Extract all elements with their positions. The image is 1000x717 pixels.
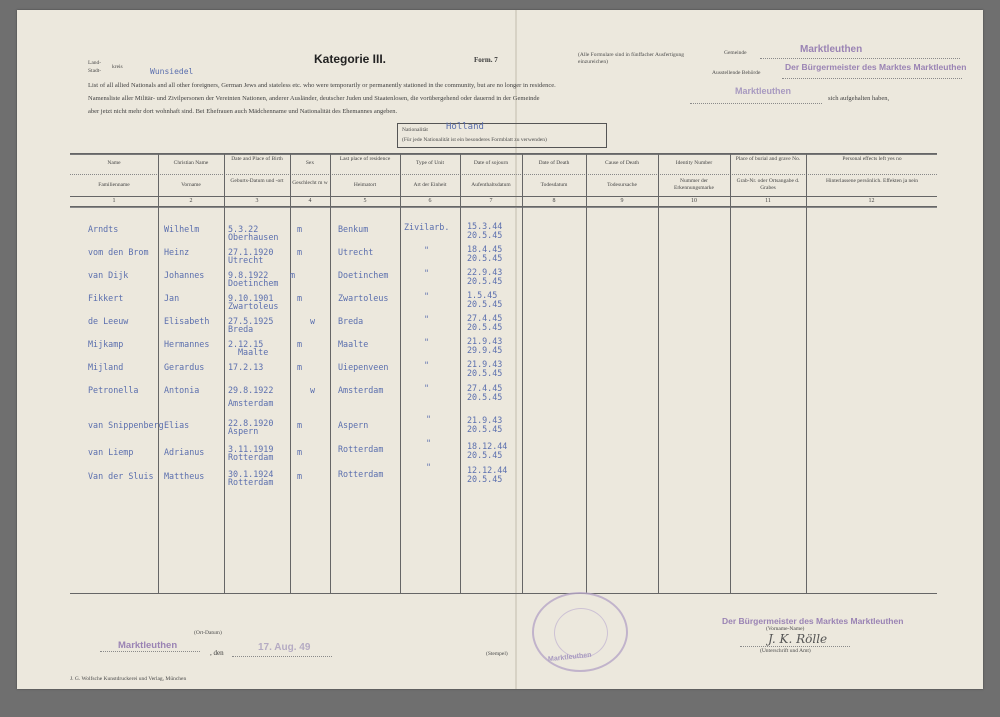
header-residence-de: Heimatort: [353, 182, 377, 188]
cell-date-to: 20.5.45: [467, 230, 503, 240]
cell-date-to: 20.5.45: [467, 392, 503, 402]
form-number: Form. 7: [474, 56, 498, 64]
signature-line: [740, 646, 850, 647]
cell-unit: ": [424, 268, 430, 278]
header-sex-en: Sex: [305, 160, 315, 166]
colno-12: 12: [868, 198, 875, 204]
header-name-de: Familienname: [98, 182, 130, 188]
intro-line-2-end: sich aufgehalten haben,: [828, 95, 890, 102]
header-sojourn-de: Aufenthaltsdatum: [471, 182, 511, 188]
cell-birth-place: Doetinchem: [228, 278, 279, 288]
cell-birth-date: 17.2.13: [228, 362, 264, 372]
stadt-label: Stadt-: [88, 68, 102, 74]
place-label: (Ort-Datum): [194, 630, 222, 636]
intro-line-1: List of all allied Nationals and all other foreigners, German Jews and stateless etc. who were temporarily or permanently stationed in the community, but are no longer in residence.: [88, 82, 556, 89]
kreis-value: Wunsiedel: [150, 67, 194, 76]
cell-unit: ": [424, 291, 430, 301]
table-bottom-line: [70, 593, 937, 594]
cell-date-from: 18.12.44: [467, 441, 508, 451]
header-death-en: Date of Death: [538, 160, 570, 166]
behoerde-line: [782, 78, 962, 79]
header-identity-en: Identity Number: [675, 160, 713, 166]
cell-residence: Uiepenveen: [338, 362, 389, 372]
nationality-label: Nationalität: [402, 127, 428, 133]
cell-unit: ": [424, 360, 430, 370]
seal-inner-ring: [554, 608, 608, 658]
form-note: (Alle Formulare sind in fünffacher Ausfertigung einzureichen): [578, 52, 685, 65]
land-label: Land-: [88, 60, 102, 66]
cell-birth-date: 29.8.1922: [228, 385, 274, 395]
col-sep-9: [658, 153, 659, 593]
cell-birth-date: 3.11.1919: [228, 444, 274, 454]
col-sep-11: [806, 153, 807, 593]
nationality-note: (Für jede Nationalität ist ein besonderes Formblatt zu verwenden): [402, 137, 547, 143]
cell-sex: m: [290, 270, 296, 280]
gemeinde-stamp: Marktleuthen: [800, 44, 863, 55]
cell-date-to: 20.5.45: [467, 368, 503, 378]
col-sep-6: [460, 153, 461, 593]
cell-name: Petronella: [88, 385, 139, 395]
cell-birth-date: 5.3.22: [228, 224, 259, 234]
header-effects-en: Personal effects left yes no: [842, 156, 902, 162]
col-sep-1: [158, 153, 159, 593]
cell-residence: Rotterdam: [338, 444, 384, 454]
cell-date-from: 21.9.43: [467, 359, 503, 369]
header-sojourn-en: Date of sojourn: [473, 160, 509, 166]
colno-7: 7: [489, 198, 493, 204]
cell-residence: Doetinchem: [338, 270, 389, 280]
col-sep-4: [330, 153, 331, 593]
cell-birth-place: Breda: [228, 324, 254, 334]
cell-birth-place: Amsterdam: [228, 398, 274, 408]
cell-first: Jan: [164, 293, 180, 303]
cell-unit: ": [424, 383, 430, 393]
cell-unit: ": [426, 438, 432, 448]
col-sep-7: [522, 153, 523, 593]
colno-1: 1: [112, 198, 116, 204]
col-sep-5: [400, 153, 401, 593]
cell-unit: Zivilarb.: [404, 222, 450, 232]
cell-first: Gerardus: [164, 362, 205, 372]
cell-date-from: 1.5.45: [467, 290, 498, 300]
header-cause-en: Cause of Death: [605, 160, 639, 166]
behoerde-stamp: Der Bürgermeister des Marktes Marktleuthen: [785, 62, 967, 72]
cell-first: Mattheus: [164, 471, 205, 481]
cell-birth-date: 30.1.1924: [228, 469, 274, 479]
cell-residence: Aspern: [338, 420, 369, 430]
cell-birth-date: 9.10.1901: [228, 293, 274, 303]
cell-date-from: 12.12.44: [467, 465, 508, 475]
cell-first: Antonia: [164, 385, 200, 395]
colno-3: 3: [255, 198, 259, 204]
colno-6: 6: [428, 198, 432, 204]
cell-date-to: 20.5.45: [467, 450, 503, 460]
cell-name: Van der Sluis: [88, 471, 154, 481]
cell-birth-date: 9.8.1922: [228, 270, 269, 280]
colno-9: 9: [620, 198, 624, 204]
col-sep-8: [586, 153, 587, 593]
cell-birth-place: Zwartoleus: [228, 301, 279, 311]
cell-birth-place: Rotterdam: [228, 477, 274, 487]
cell-birth-date: 22.8.1920: [228, 418, 274, 428]
cell-name: Mijkamp: [88, 339, 124, 349]
intro-line-2: Namensliste aller Militär- und Zivilpersonen der Vereinten Nationen, anderer Ausländer, deutscher Juden und Staatenlosen, die vorübergehend oder dauernd in der Gemeinde: [88, 95, 540, 102]
cell-date-from: 15.3.44: [467, 221, 503, 231]
cell-date-from: 22.9.43: [467, 267, 503, 277]
colno-10: 10: [691, 198, 697, 204]
cell-birth-place: Maalte: [238, 347, 269, 357]
cell-unit: ": [424, 245, 430, 255]
cell-name: van Liemp: [88, 447, 134, 457]
cell-birth-date: 27.1.1920: [228, 247, 274, 257]
cell-name: van Dijk: [88, 270, 129, 280]
date-line: [232, 656, 332, 657]
header-unit-de: Art der Einheit: [413, 182, 447, 188]
cell-name: Mijland: [88, 362, 124, 372]
header-death-de: Todesdatum: [540, 182, 568, 188]
cell-sex: m: [297, 447, 303, 457]
signer-stamp: Der Bürgermeister des Marktes Marktleuthen: [722, 616, 904, 626]
cell-first: Elisabeth: [164, 316, 210, 326]
colno-8: 8: [552, 198, 556, 204]
cell-residence: Rotterdam: [338, 469, 384, 479]
den-label: , den: [210, 649, 224, 657]
cell-name: Arndts: [88, 224, 119, 234]
cell-date-to: 20.5.45: [467, 474, 503, 484]
header-burial-en: Place of burial and grave No.: [735, 156, 801, 162]
cell-first: Elias: [164, 420, 190, 430]
cell-sex: m: [297, 247, 303, 257]
col-sep-2: [224, 153, 225, 593]
cell-date-from: 21.9.43: [467, 415, 503, 425]
cell-date-from: 27.4.45: [467, 313, 503, 323]
cell-name: van Snippenberg: [88, 420, 164, 430]
paper-fold: [515, 10, 517, 689]
cell-unit: ": [426, 462, 432, 472]
header-birth-de: Geburts-Datum und -ort: [230, 178, 284, 184]
cell-date-to: 20.5.45: [467, 424, 503, 434]
header-burial-de: Grab-Nr. oder Ortsangabe d. Grabes: [736, 178, 800, 191]
cell-first: Heinz: [164, 247, 190, 257]
cell-birth-place: Utrecht: [228, 255, 264, 265]
footer-date-stamp: 17. Aug. 49: [258, 642, 311, 653]
cell-date-to: 20.5.45: [467, 322, 503, 332]
place-line: [100, 651, 200, 652]
header-identity-de: Nummer der Erkennungsmarke: [673, 178, 714, 191]
col-sep-3: [290, 153, 291, 593]
cell-sex: w: [310, 385, 316, 395]
header-name-en: Name: [107, 160, 121, 166]
header-christian-en: Christian Name: [173, 160, 209, 166]
gemeinde-blank-line: [690, 103, 822, 104]
cell-residence: Benkum: [338, 224, 369, 234]
signature: J. K. Rölle: [768, 632, 828, 646]
cell-sex: m: [297, 420, 303, 430]
cell-birth-place: Rotterdam: [228, 452, 274, 462]
cell-date-to: 20.5.45: [467, 276, 503, 286]
cell-residence: Zwartoleus: [338, 293, 389, 303]
colno-11: 11: [765, 198, 771, 204]
header-cause-de: Todesursache: [607, 182, 637, 188]
cell-first: Adrianus: [164, 447, 205, 457]
cell-birth-date: 27.5.1925: [228, 316, 274, 326]
seal-text: Marktleuthen: [547, 651, 592, 664]
footer-place-stamp: Marktleuthen: [118, 640, 178, 651]
cell-birth-date: 2.12.15: [228, 339, 264, 349]
colno-4: 4: [308, 198, 312, 204]
intro-line-3: aber jetzt nicht mehr dort wohnhaft sind. Bei Ehefrauen auch Mädchenname und Nationalität des Ehemannes angeben.: [88, 108, 398, 115]
cell-date-from: 27.4.45: [467, 383, 503, 393]
kreis-label: kreis: [112, 64, 123, 70]
cell-residence: Maalte: [338, 339, 369, 349]
printer-line: J. G. Wolfsche Kunstdruckerei und Verlag, München: [70, 676, 187, 682]
cell-date-to: 29.9.45: [467, 345, 503, 355]
cell-birth-place: Oberhausen: [228, 232, 279, 242]
cell-first: Wilhelm: [164, 224, 200, 234]
gemeinde-label: Gemeinde: [724, 50, 747, 56]
cell-residence: Breda: [338, 316, 364, 326]
cell-name: vom den Brom: [88, 247, 149, 257]
cell-sex: m: [297, 339, 303, 349]
cell-date-from: 21.9.43: [467, 336, 503, 346]
gemeinde-blank-stamp: Marktleuthen: [735, 86, 792, 96]
header-effects-de: Hinterlassene persönlich. Effekten ja nein: [826, 178, 918, 184]
cell-unit: ": [424, 314, 430, 324]
cell-name: Fikkert: [88, 293, 124, 303]
nationality-value: Holland: [446, 122, 484, 132]
colno-5: 5: [363, 198, 367, 204]
official-seal: [532, 592, 628, 672]
stempel-label: (Stempel): [486, 651, 508, 657]
cell-unit: ": [426, 414, 432, 424]
header-birth-en: Date and Place of Birth: [231, 156, 283, 162]
cell-date-to: 20.5.45: [467, 253, 503, 263]
cell-first: Johannes: [164, 270, 205, 280]
form-title: Kategorie III.: [314, 52, 387, 66]
cell-residence: Utrecht: [338, 247, 374, 257]
signer-label: (Vorname-Name): [766, 626, 805, 632]
cell-first: Hermannes: [164, 339, 210, 349]
cell-birth-place: Aspern: [228, 426, 259, 436]
cell-name: de Leeuw: [88, 316, 129, 326]
cell-sex: m: [297, 293, 303, 303]
header-christian-de: Vorname: [181, 182, 201, 188]
col-sep-10: [730, 153, 731, 593]
cell-date-to: 20.5.45: [467, 299, 503, 309]
cell-sex: m: [297, 362, 303, 372]
behoerde-label: Ausstellende Behörde: [712, 70, 761, 76]
cell-residence: Amsterdam: [338, 385, 384, 395]
cell-sex: m: [297, 471, 303, 481]
header-residence-en: Last place of residence: [339, 156, 391, 162]
header-unit-en: Type of Unit: [415, 160, 445, 166]
gemeinde-line: [760, 58, 960, 59]
cell-date-from: 18.4.45: [467, 244, 503, 254]
colno-2: 2: [189, 198, 193, 204]
nationality-box: [397, 123, 607, 148]
cell-sex: w: [310, 316, 316, 326]
sign-label: (Unterschrift und Amt): [760, 648, 811, 654]
header-sex-de: Geschlecht m w: [292, 180, 328, 186]
cell-unit: ": [424, 337, 430, 347]
cell-sex: m: [297, 224, 303, 234]
